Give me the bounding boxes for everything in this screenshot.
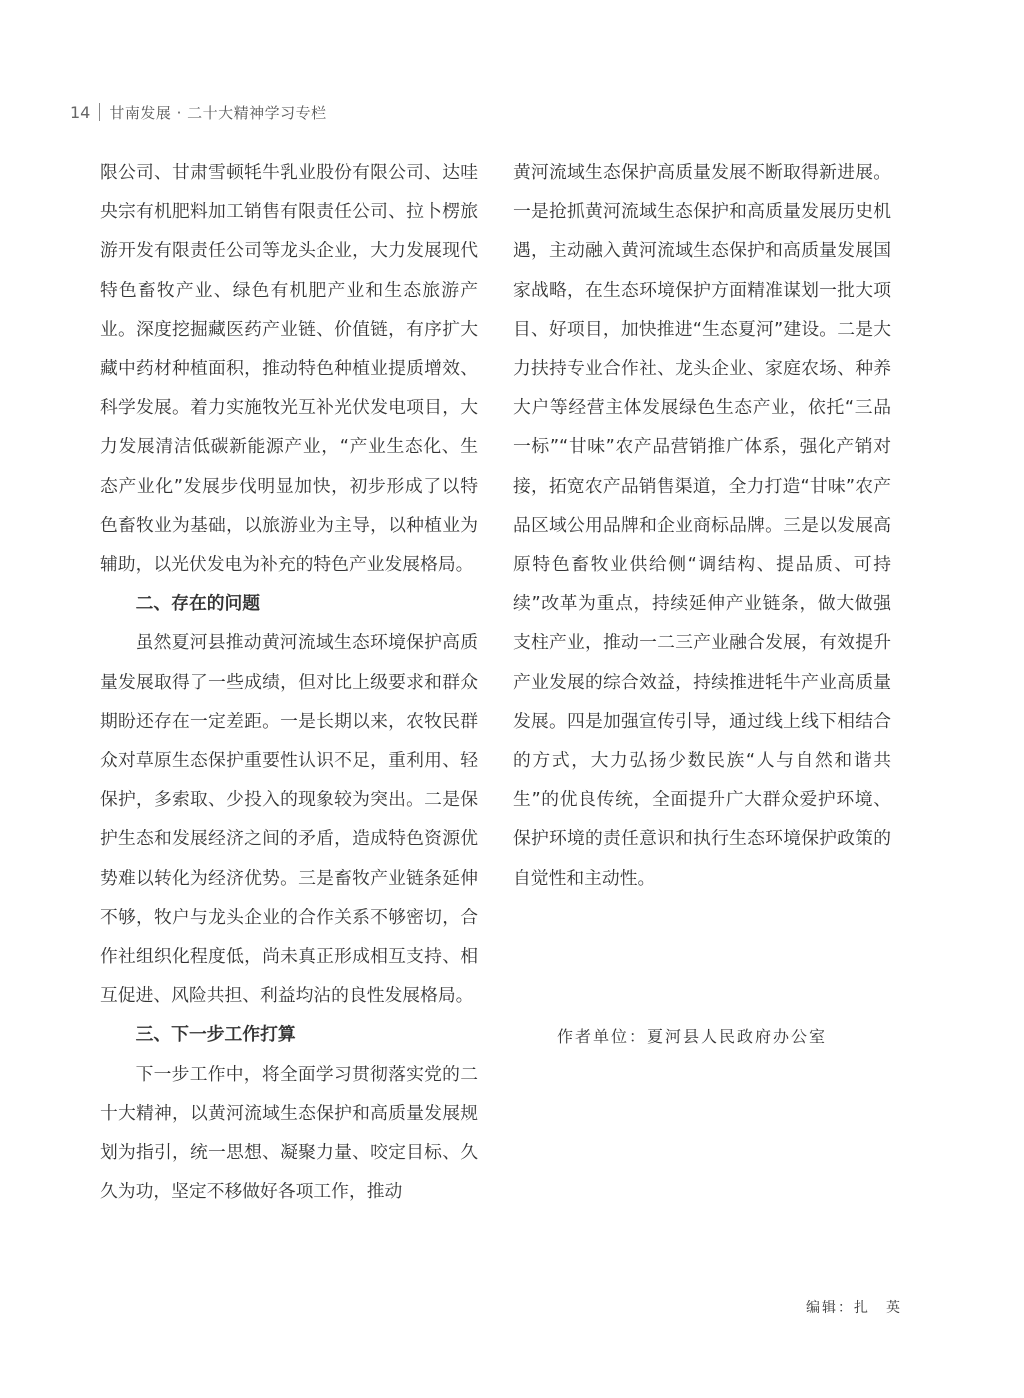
paragraph-problems: 虽然夏河县推动黄河流域生态环境保护高质量发展取得了一些成绩，但对比上级要求和群众期盼还存在一定差距。一是长期以来，农牧民群众对草原生态保护重要性认识不足，重利用、轻保护，多索取、少投入的现象较为突出。二是保护生态和发展经济之间的矛盾，造成特色资源优势难以转化为经济优势。三是畜牧产业链条延伸不够，牧户与龙头企业的合作关系不够密切，合作社组织化程度低，尚未真正形成相互支持、相互促进、风险共担、利益均沾的良性发展格局。 <box>100 632 478 1007</box>
paragraph-next-steps-continued: 黄河流域生态保护高质量发展不断取得新进展。一是抢抓黄河流域生态保护和高质量发展历史机遇，主动融入黄河流域生态保护和高质量发展国家战略，在生态环境保护方面精准谋划一批大项目、好项目，加快推进“生态夏河”建设。二是大力扶持专业合作社、龙头企业、家庭农场、种养大户等经营主体发展绿色生态产业，依托“三品一标”“甘味”农产品营销推广体系，强化产销对接，拓宽农产品销售渠道，全力打造“甘味”农产品区域公用品牌和企业商标品牌。三是以发展高原特色畜牧业供给侧“调结构、提品质、可持续”改革为重点，持续延伸产业链条，做大做强支柱产业，推动一二三产业融合发展，有效提升产业发展的综合效益，持续推进牦牛产业高质量发展。四是加强宣传引导，通过线上线下相结合的方式，大力弘扬少数民族“人与自然和谐共生”的优良传统，全面提升广大群众爱护环境、保护环境的责任意识和执行生态环境保护政策的自觉性和主动性。 <box>513 162 891 889</box>
paragraph-continued: 限公司、甘肃雪顿牦牛乳业股份有限公司、达哇央宗有机肥料加工销售有限责任公司、拉卜楞旅游开发有限责任公司等龙头企业，大力发展现代特色畜牧产业、绿色有机肥产业和生态旅游产业。深度挖掘藏医药产业链、价值链，有序扩大藏中药材种植面积，推动特色种植业提质增效、科学发展。着力实施牧光互补光伏发电项目，大力发展清洁低碳新能源产业，“产业生态化、生态产业化”发展步伐明显加快，初步形成了以特色畜牧业为基础，以旅游业为主导，以种植业为辅助，以光伏发电为补充的特色产业发展格局。 <box>100 162 478 576</box>
editor-credit: 编辑：扎 英 <box>806 1300 902 1316</box>
section-heading-problems: 二、存在的问题 <box>135 593 261 615</box>
paragraph-next-steps: 下一步工作中，将全面学习贯彻落实党的二十大精神，以黄河流域生态保护和高质量发展规划为指引，统一思想、凝聚力量、咬定目标、久久为功，坚定不移做好各项工作，推动 <box>100 1063 478 1203</box>
running-header <box>70 99 327 125</box>
page-number: 14 <box>70 102 91 122</box>
right-column <box>513 153 891 898</box>
author-affiliation: 作者单位：夏河县人民政府办公室 <box>557 1027 828 1046</box>
section-heading-next-steps: 三、下一步工作打算 <box>135 1024 296 1046</box>
header-divider <box>99 103 100 121</box>
column-title: 甘南发展 · 二十大精神学习专栏 <box>109 103 327 122</box>
left-column <box>100 153 478 1211</box>
